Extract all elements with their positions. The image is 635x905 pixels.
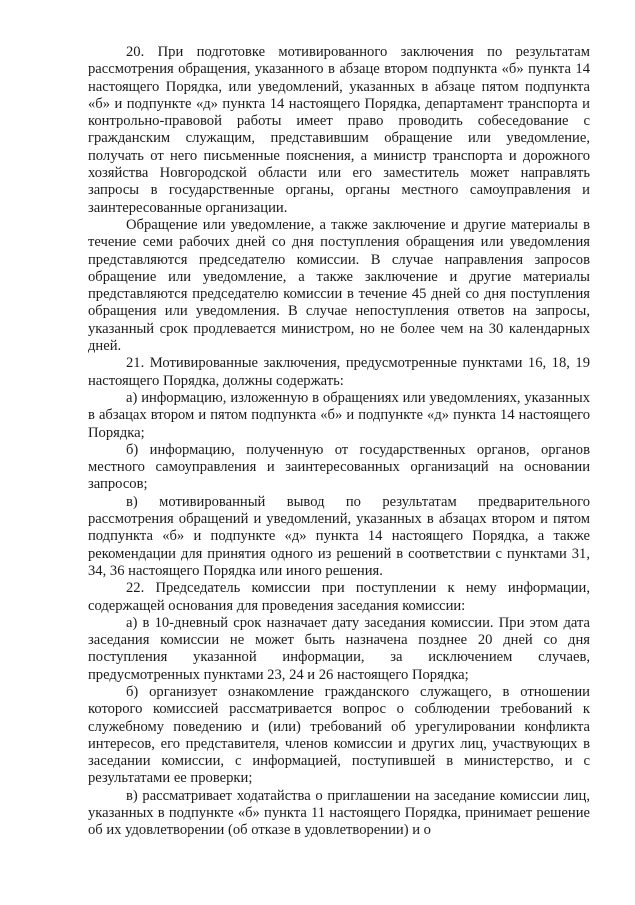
paragraph-21-b: б) информацию, полученную от государственных органов, органов местного самоуправления и заинтересованных организаций на основании запросов; [88, 441, 590, 493]
paragraph-20: 20. При подготовке мотивированного заключения по результатам рассмотрения обращения, указанного в абзаце втором подпункта «б» пункта 14 настоящего Порядка, или уведомлений, указанных в абзаце пятом подпункта «б» и подпункте «д» пункта 14 настоящего Порядка, департамент транспорта и контрольно-правовой работы имеет право проводить собеседование с гражданским служащим, представившим обращение или уведомление, получать от него письменные пояснения, а министр транспорта и дорожного хозяйства Новгородской области или его заместитель может направлять запросы в государственные органы, органы местного самоуправления и заинтересованные организации. [88, 44, 590, 216]
paragraph-22-a: а) в 10-дневный срок назначает дату заседания комиссии. При этом дата заседания комиссии не может быть назначена позднее 20 дней со дня поступления указанной информации, за исключением случаев, предусмотренных пунктами 23, 24 и 26 настоящего Порядка; [88, 614, 590, 683]
paragraph-22-b: б) организует ознакомление гражданского служащего, в отношении которого комиссией рассматривается вопрос о соблюдении требований к служебному поведению и (или) требований об урегулировании конфликта интересов, его представителя, членов комиссии и других лиц, участвующих в заседании комиссии, с информацией, поступившей в министерство, и с результатами ее проверки; [88, 683, 590, 787]
paragraph-21-v: в) мотивированный вывод по результатам предварительного рассмотрения обращений и уведомлений, указанных в абзацах втором и пятом подпункта «б» и подпункте «д» пункта 14 настоящего Порядка, а также рекомендации для принятия одного из решений в соответствии с пунктами 31, 34, 36 настоящего Порядка или иного решения. [88, 493, 590, 579]
paragraph-21-a: а) информацию, изложенную в обращениях или уведомлениях, указанных в абзацах втором и пятом подпункта «б» и подпункте «д» пункта 14 настоящего Порядка; [88, 389, 590, 441]
paragraph-21: 21. Мотивированные заключения, предусмотренные пунктами 16, 18, 19 настоящего Порядка, должны содержать: [88, 355, 590, 389]
paragraph-22: 22. Председатель комиссии при поступлении к нему информации, содержащей основания для проведения заседания комиссии: [88, 580, 590, 614]
document-page [88, 44, 590, 840]
paragraph-20-second: Обращение или уведомление, а также заключение и другие материалы в течение семи рабочих дней со дня поступления обращения или уведомления представляются председателю комиссии. В случае направления запросов обращение или уведомление, а также заключение и другие материалы представляются председателю комиссии в течение 45 дней со дня поступления обращения или уведомления. В случае непоступления ответов на запросы, указанный срок продлевается министром, но не более чем на 30 календарных дней. [88, 216, 590, 355]
paragraph-22-v: в) рассматривает ходатайства о приглашении на заседание комиссии лиц, указанных в подпункте «б» пункта 11 настоящего Порядка, принимает решение об их удовлетворении (об отказе в удовлетворении) и о [88, 787, 590, 839]
